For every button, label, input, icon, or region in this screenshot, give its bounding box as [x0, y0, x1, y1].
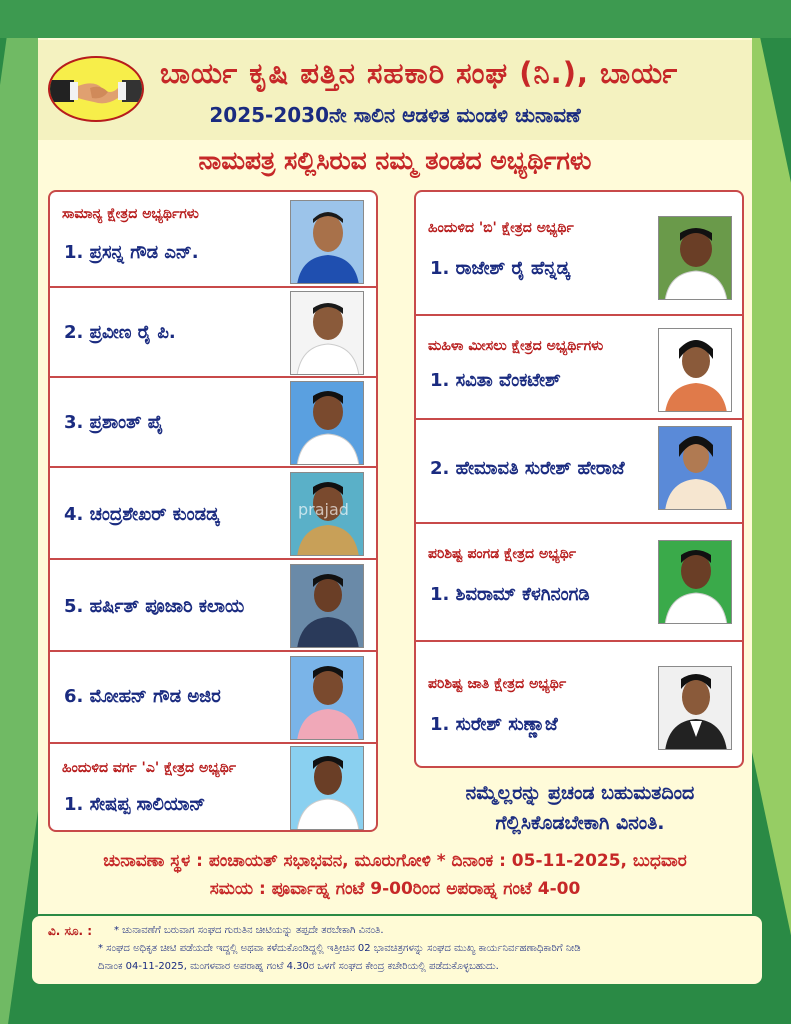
- category-label-backward-a: ಹಿಂದುಳಿದ ವರ್ಗ 'ಎ' ಕ್ಷೇತ್ರದ ಅಭ್ಯರ್ಥಿ: [62, 760, 236, 776]
- candidate-row: [50, 652, 376, 744]
- venue-line: ಚುನಾವಣಾ ಸ್ಥಳ : ಪಂಚಾಯತ್ ಸಭಾಭವನ, ಮೂರುಗೋಳಿ * ದಿನಾಂಕ : 05-11-2025, ಬುಧವಾರ: [103, 851, 687, 871]
- category-label-general: ಸಾಮಾನ್ಯ ಕ್ಷೇತ್ರದ ಅಭ್ಯರ್ಥಿಗಳು: [62, 206, 199, 222]
- candidate-name: 1. ಸೇಷಪ್ಪ ಸಾಲಿಯಾನ್: [64, 794, 206, 815]
- bg-stripe-top: [0, 0, 791, 38]
- handshake-logo-icon: [48, 56, 144, 122]
- candidate-name: 3. ಪ್ರಶಾಂತ್ ಪೈ: [64, 412, 164, 433]
- venue-info: [40, 847, 750, 903]
- candidate-photo: [658, 666, 732, 750]
- candidate-name: 1. ಶಿವರಾಮ್ ಕೆಳಗಿನಂಗಡಿ: [430, 584, 590, 605]
- category-label: ಹಿಂದುಳಿದ 'ಬಿ' ಕ್ಷೇತ್ರದ ಅಭ್ಯರ್ಥಿ: [428, 220, 574, 236]
- candidate-row: [416, 192, 742, 316]
- candidate-photo: [658, 216, 732, 300]
- candidate-photo: [290, 291, 364, 375]
- candidate-row: [416, 642, 742, 768]
- note-2b: ದಿನಾಂಕ 04-11-2025, ಮಂಗಳವಾರ ಅಪರಾಹ್ನ ಗಂಟೆ 4.30ರ ಒಳಗೆ ಸಂಘದ ಕೇಂದ್ರ ಕಚೇರಿಯಲ್ಲಿ ಪಡೆದುಕೊಳ್ಳಬಹುದು.: [98, 961, 499, 972]
- candidate-photo: [658, 426, 732, 510]
- category-label: ಮಹಿಳಾ ಮೀಸಲು ಕ್ಷೇತ್ರದ ಅಭ್ಯರ್ಥಿಗಳು: [428, 338, 604, 354]
- candidate-row: [50, 288, 376, 378]
- candidate-row: [50, 744, 376, 832]
- society-title: ಬಾರ್ಯ ಕೃಷಿ ಪತ್ತಿನ ಸಹಕಾರಿ ಸಂಘ (ನಿ.), ಬಾರ್ಯ: [160, 56, 679, 90]
- notes-box: [30, 914, 764, 986]
- candidate-photo: [290, 746, 364, 830]
- candidate-photo: [290, 564, 364, 648]
- candidate-photo: [658, 540, 732, 624]
- candidate-row: [416, 316, 742, 420]
- right-candidates-box: [414, 190, 744, 768]
- candidate-photo: [658, 328, 732, 412]
- note-2a: * ಸಂಘದ ಅಧಿಕೃತ ಚೀಟಿ ಪಡೆಯದೇ ಇದ್ದಲ್ಲಿ ಅಥವಾ ಕಳೆದುಕೊಂಡಿದ್ದಲ್ಲಿ ಇತ್ತೀಚಿನ 02 ಭಾವಚಿತ್ರಗಳನ್ನು ಸಂಘದ ಮುಖ್ಯ ಕಾರ್ಯನಿರ್ವಹಣಾಧಿಕಾರಿಗೆ ನೀಡಿ: [98, 943, 581, 954]
- candidate-name: 1. ಸುರೇಶ್ ಸುಣ್ಣಾಜೆ: [430, 714, 558, 735]
- candidate-name: 2. ಪ್ರವೀಣ ರೈ ಪಿ.: [64, 322, 176, 343]
- candidate-row: [50, 378, 376, 468]
- candidate-photo: [290, 200, 364, 284]
- candidate-photo: [290, 656, 364, 740]
- candidate-name: 2. ಹೇಮಾವತಿ ಸುರೇಶ್ ಹೇರಾಜೆ: [430, 458, 625, 479]
- appeal-line-1: ನಮ್ಮೆಲ್ಲರನ್ನು ಪ್ರಚಂಡ ಬಹುಮತದಿಂದ: [465, 782, 695, 804]
- candidate-name: 1. ರಾಜೇಶ್ ರೈ ಹೆನ್ನಡ್ಕ: [430, 258, 570, 279]
- candidates-heading: ನಾಮಪತ್ರ ಸಲ್ಲಿಸಿರುವ ನಮ್ಮ ತಂಡದ ಅಭ್ಯರ್ಥಿಗಳು: [198, 146, 592, 175]
- watermark: prajad: [298, 500, 349, 519]
- note-1: * ಚುನಾವಣೆಗೆ ಬರುವಾಗ ಸಂಘದ ಗುರುತಿನ ಚೀಟಿಯನ್ನು ತಪ್ಪದೇ ತರಬೇಕಾಗಿ ವಿನಂತಿ.: [114, 925, 384, 936]
- category-label: ಪರಿಶಿಷ್ಟ ಜಾತಿ ಕ್ಷೇತ್ರದ ಅಭ್ಯರ್ಥಿ: [428, 676, 567, 692]
- candidate-name: 4. ಚಂದ್ರಶೇಖರ್ ಕುಂಡಡ್ಕ: [64, 504, 220, 525]
- candidate-photo: [290, 381, 364, 465]
- candidate-row: [50, 560, 376, 652]
- candidate-row: [50, 192, 376, 288]
- category-label: ಪರಿಶಿಷ್ಟ ಪಂಗಡ ಕ್ಷೇತ್ರದ ಅಭ್ಯರ್ಥಿ: [428, 546, 576, 562]
- candidate-row: [416, 420, 742, 524]
- candidate-row: [416, 524, 742, 642]
- election-title: 2025-2030ನೇ ಸಾಲಿನ ಆಡಳಿತ ಮಂಡಳಿ ಚುನಾವಣೆ: [209, 103, 581, 127]
- time-line: ಸಮಯ : ಪೂರ್ವಾಹ್ನ ಗಂಟೆ 9-00ರಿಂದ ಅಪರಾಹ್ನ ಗಂಟೆ 4-00: [209, 879, 581, 899]
- vote-appeal: [412, 778, 748, 838]
- candidate-name: 1. ಸವಿತಾ ವೆಂಕಟೇಶ್: [430, 370, 561, 391]
- candidate-name: 1. ಪ್ರಸನ್ನ ಗೌಡ ಎನ್.: [64, 242, 199, 263]
- candidate-name: 5. ಹರ್ಷಿತ್ ಪೂಜಾರಿ ಕಲಾಯ: [64, 596, 245, 617]
- notes-label: ವಿ. ಸೂ. :: [48, 924, 93, 938]
- appeal-line-2: ಗೆಲ್ಲಿಸಿಕೊಡಬೇಕಾಗಿ ವಿನಂತಿ.: [495, 812, 665, 834]
- candidate-name: 6. ಮೋಹನ್ ಗೌಡ ಅಜಿರ: [64, 686, 221, 707]
